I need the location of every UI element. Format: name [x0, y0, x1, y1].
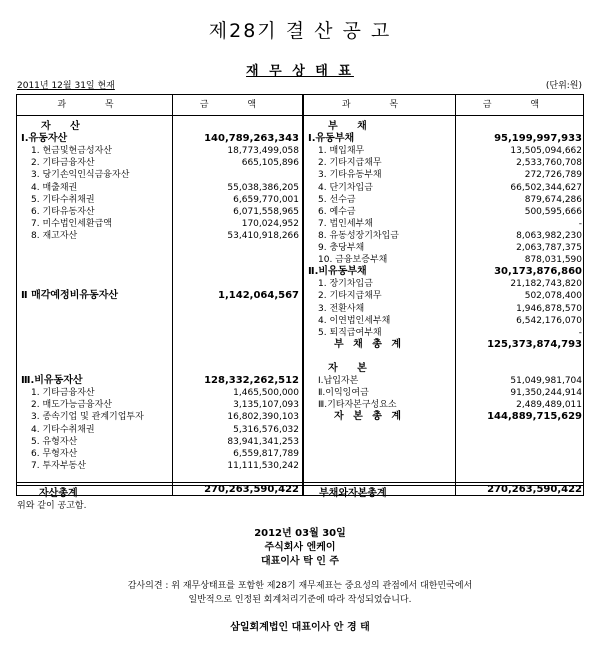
liability-amount: 144,889,715,629 — [487, 411, 582, 423]
liability-row — [304, 351, 585, 363]
liability-label: 5. 선수금 — [318, 194, 356, 205]
asset-amount: 55,038,386,205 — [227, 182, 299, 193]
asset-row — [17, 290, 302, 302]
liability-row — [304, 315, 585, 327]
total-liab-equity-label: 부채와자본총계 — [319, 488, 387, 499]
liability-amount: - — [578, 327, 582, 338]
liability-label: 6. 예수금 — [318, 206, 356, 217]
liability-row — [304, 121, 585, 133]
asset-amount: 5,316,576,032 — [233, 424, 299, 435]
liability-label: 4. 이연법인세부채 — [318, 315, 391, 326]
asset-row — [17, 436, 302, 448]
liability-label: 3. 기타유동부채 — [318, 170, 382, 181]
liability-amount: 500,595,666 — [524, 206, 582, 217]
asset-row — [17, 315, 302, 327]
asset-row — [17, 254, 302, 266]
total-divider — [17, 482, 583, 483]
liability-label: 2. 기타지급채무 — [318, 158, 382, 169]
asset-row — [17, 411, 302, 423]
asset-label: 4. 매출채권 — [31, 182, 78, 193]
liability-amount: 502,078,400 — [524, 291, 582, 302]
liability-row — [304, 266, 585, 278]
liability-label: Ⅱ.이익잉여금 — [318, 388, 369, 399]
liability-amount: 2,489,489,011 — [516, 400, 582, 411]
asset-row — [17, 194, 302, 206]
liability-row — [304, 133, 585, 145]
liability-row — [304, 399, 585, 411]
asset-label: 1. 현금및현금성자산 — [31, 146, 113, 157]
total-liab-equity-amount: 270,263,590,422 — [487, 484, 582, 495]
liability-label: 2. 기타지급채무 — [318, 291, 382, 302]
liability-amount: 30,173,876,860 — [494, 266, 582, 278]
liability-row — [304, 254, 585, 266]
asset-amount: 1,142,064,567 — [218, 290, 299, 302]
asset-row — [17, 387, 302, 399]
total-assets-label: 자산총계 — [39, 488, 78, 499]
liability-row — [304, 218, 585, 230]
asset-amount: 665,105,896 — [241, 158, 299, 169]
asset-row — [17, 351, 302, 363]
asset-row — [17, 169, 302, 181]
liability-label: 5. 퇴직급여부채 — [318, 327, 382, 338]
liability-label: Ⅲ.기타자본구성요소 — [318, 400, 397, 411]
liability-label: 10. 금융보증부채 — [318, 255, 388, 266]
asset-label: 6. 무형자산 — [31, 448, 78, 459]
liability-row — [304, 387, 585, 399]
asset-label: 7. 투자부동산 — [31, 460, 86, 471]
header-amount-right: 금 액 — [482, 100, 558, 110]
liability-row — [304, 290, 585, 302]
asset-label: 4. 기타수취채권 — [31, 424, 95, 435]
asset-amount: 83,941,341,253 — [227, 436, 299, 447]
header-account-right: 과 목 — [341, 100, 417, 110]
audit-opinion-line2: 일반적으로 인정된 회계처리기준에 따라 작성되었습니다. — [188, 595, 412, 605]
asset-row — [17, 157, 302, 169]
asset-row — [17, 206, 302, 218]
asset-label: 5. 유형자산 — [31, 436, 78, 447]
asset-row — [17, 303, 302, 315]
asset-amount: 170,024,952 — [241, 218, 299, 229]
liability-amount: 878,031,590 — [524, 255, 582, 266]
liability-label: Ⅰ.납입자본 — [318, 376, 359, 387]
asset-label: Ⅲ.비유동자산 — [21, 375, 83, 387]
liability-label: 자 본 — [328, 363, 375, 374]
liability-label: 4. 단기차입금 — [318, 182, 373, 193]
asset-label: 1. 기타금융자산 — [31, 388, 95, 399]
liability-row — [304, 327, 585, 339]
liability-row — [304, 194, 585, 206]
liability-amount: 2,533,760,708 — [516, 158, 582, 169]
asset-row — [17, 399, 302, 411]
liability-label: 부 채 총 계 — [334, 338, 405, 350]
asset-row — [17, 230, 302, 242]
asset-amount: 6,071,558,965 — [233, 206, 299, 217]
liability-amount: 1,946,878,570 — [516, 303, 582, 314]
liability-amount: 125,373,874,793 — [487, 338, 582, 350]
asset-row — [17, 460, 302, 472]
liability-row — [304, 303, 585, 315]
header-account-left: 과 목 — [57, 100, 132, 110]
liability-row — [304, 375, 585, 387]
asset-amount: 6,559,817,789 — [233, 448, 299, 459]
liability-row — [304, 145, 585, 157]
asset-label: 7. 미수법인세환급액 — [31, 218, 113, 229]
asset-row — [17, 218, 302, 230]
asset-amount: 6,659,770,001 — [233, 194, 299, 205]
asset-row — [17, 424, 302, 436]
statement-title-text: 재 무 상 태 표 — [246, 64, 354, 79]
asset-amount: 128,332,262,512 — [204, 375, 299, 387]
asset-row — [17, 448, 302, 460]
total-assets-amount: 270,263,590,422 — [204, 484, 299, 495]
liability-label: 9. 충당부채 — [318, 243, 365, 253]
liability-row — [304, 169, 585, 181]
liability-amount: 13,505,094,662 — [510, 146, 582, 157]
auditor-name: 삼일회계법인 대표이사 안 경 태 — [230, 622, 370, 633]
liability-label: Ⅰ.유동부채 — [308, 133, 355, 145]
company-name: 주식회사 엔케이 — [264, 542, 336, 553]
asset-row — [17, 339, 302, 351]
asset-amount: 11,111,530,242 — [227, 460, 299, 471]
unit-label: (단위:원) — [545, 81, 582, 91]
liability-label: 8. 유동성장기차입금 — [318, 230, 400, 241]
notice-title: 제28기 결 산 공 고 — [208, 20, 392, 42]
asset-row — [17, 266, 302, 278]
asset-row — [17, 182, 302, 194]
liability-amount: 272,726,789 — [524, 170, 582, 181]
asset-row — [17, 375, 302, 387]
asset-label: 3. 종속기업 및 관계기업투자 — [31, 412, 144, 423]
balance-sheet-table — [16, 94, 584, 499]
liability-amount: 2,063,787,375 — [516, 243, 582, 253]
liability-label: 1. 장기차입금 — [318, 279, 373, 290]
liability-row — [304, 363, 585, 375]
liability-row — [304, 206, 585, 218]
asset-label: Ⅰ.유동자산 — [21, 133, 68, 145]
asset-amount: 16,802,390,103 — [227, 412, 299, 423]
audit-opinion-line1: 감사의견 : 위 재무상태표를 포함한 제28기 재무제표는 중요성의 관점에서 대한민국에서 — [127, 581, 473, 591]
liability-label: 부 채 — [328, 121, 375, 132]
liability-amount: 21,182,743,820 — [510, 279, 582, 290]
asset-row — [17, 121, 302, 133]
liability-label: 자 본 총 계 — [334, 411, 405, 423]
asset-amount: 1,465,500,000 — [233, 388, 299, 399]
liability-label: 1. 매입채무 — [318, 146, 365, 157]
asset-label: 2. 매도가능금융자산 — [31, 400, 113, 411]
liability-label: 7. 법인세부채 — [318, 218, 373, 229]
liability-row — [304, 278, 585, 290]
asset-row — [17, 363, 302, 375]
liability-row — [304, 339, 585, 351]
liability-row — [304, 242, 585, 254]
totals-row — [17, 485, 583, 497]
asset-label: 2. 기타금융자산 — [31, 158, 95, 169]
liability-amount: 6,542,176,070 — [516, 315, 582, 326]
asset-row — [17, 133, 302, 145]
ceo-name: 대표이사 탁 인 주 — [260, 556, 340, 567]
liability-amount: 51,049,981,704 — [510, 376, 582, 387]
notice-note: 위와 같이 공고함. — [17, 501, 87, 511]
asset-label: 5. 기타수취채권 — [31, 194, 95, 205]
liability-label: 3. 전환사채 — [318, 303, 365, 314]
table-header — [17, 95, 583, 116]
asset-label: 자 산 — [41, 121, 88, 132]
asset-label: 6. 기타유동자산 — [31, 206, 95, 217]
asset-row — [17, 278, 302, 290]
statement-title — [0, 60, 600, 79]
asset-row — [17, 242, 302, 254]
asset-label: Ⅱ 매각예정비유동자산 — [21, 290, 119, 302]
liability-amount: - — [578, 218, 582, 229]
asset-amount: 3,135,107,093 — [233, 400, 299, 411]
announce-date: 2012년 03월 30일 — [254, 528, 346, 539]
liability-amount: 8,063,982,230 — [516, 230, 582, 241]
asset-row — [17, 327, 302, 339]
liability-label: Ⅱ.비유동부채 — [308, 266, 367, 278]
liability-row — [304, 157, 585, 169]
header-amount-left: 금 액 — [199, 100, 275, 110]
asset-amount: 140,789,263,343 — [204, 133, 299, 145]
liability-amount: 91,350,244,914 — [510, 388, 582, 399]
asset-amount: 18,773,499,058 — [227, 146, 299, 157]
report-date: 2011년 12월 31일 현재 — [17, 81, 115, 91]
asset-label: 8. 재고자산 — [31, 230, 78, 241]
liability-amount: 95,199,997,933 — [494, 133, 582, 145]
liability-amount: 66,502,344,627 — [510, 182, 582, 193]
asset-label: 3. 당기손익인식금융자산 — [31, 170, 130, 181]
asset-row — [17, 145, 302, 157]
liability-row — [304, 411, 585, 423]
liability-row — [304, 230, 585, 242]
asset-amount: 53,410,918,266 — [227, 230, 299, 241]
liability-row — [304, 182, 585, 194]
liability-amount: 879,674,286 — [524, 194, 582, 205]
